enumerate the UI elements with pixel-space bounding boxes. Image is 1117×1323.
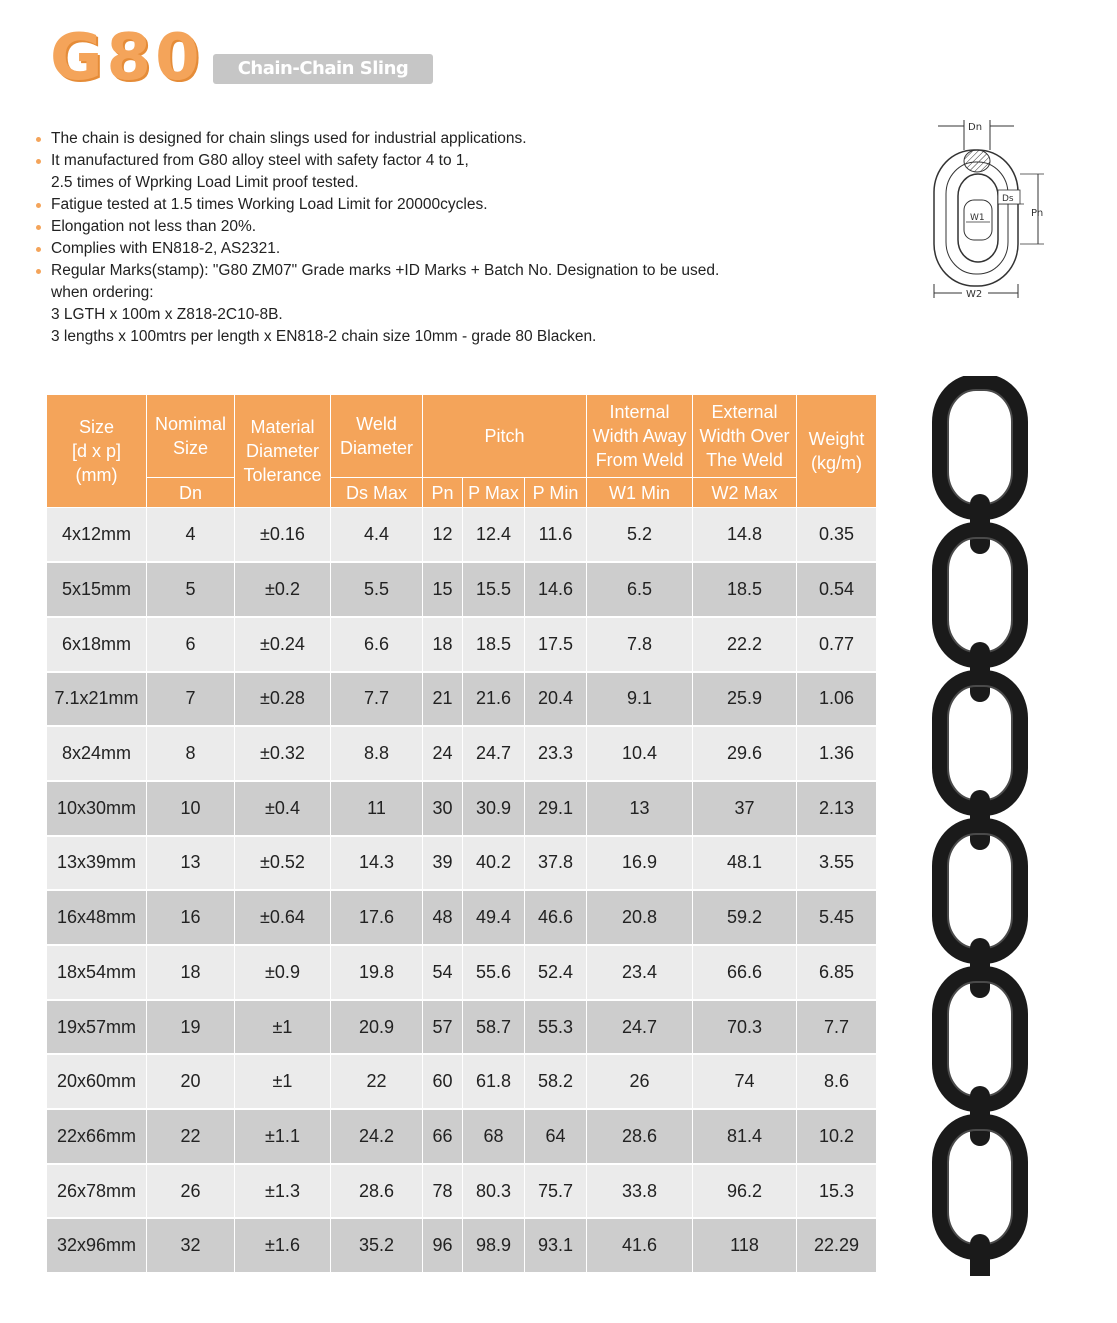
cell-p-max: 61.8 xyxy=(463,1054,525,1109)
cell-ds-max: 6.6 xyxy=(331,617,423,672)
cell-nominal-size: 26 xyxy=(147,1164,235,1219)
cell-pn: 78 xyxy=(423,1164,463,1219)
feature-item xyxy=(36,326,896,348)
cell-weight: 1.06 xyxy=(797,672,877,727)
cell-tolerance: ±1 xyxy=(235,1000,331,1055)
cell-ds-max: 14.3 xyxy=(331,836,423,891)
cell-nominal-size: 6 xyxy=(147,617,235,672)
subheader-ds-max: Ds Max xyxy=(331,478,423,508)
cell-w1-min: 24.7 xyxy=(587,1000,693,1055)
cell-p-min: 75.7 xyxy=(525,1164,587,1219)
cell-weight: 10.2 xyxy=(797,1109,877,1164)
cell-ds-max: 19.8 xyxy=(331,945,423,1000)
cell-ds-max: 17.6 xyxy=(331,890,423,945)
chain-link-highlight xyxy=(948,1130,1012,1244)
cell-w1-min: 26 xyxy=(587,1054,693,1109)
cell-p-max: 24.7 xyxy=(463,726,525,781)
cell-nominal-size: 7 xyxy=(147,672,235,727)
subheader-pn: Pn xyxy=(423,478,463,508)
cell-p-min: 11.6 xyxy=(525,508,587,563)
feature-text: when ordering: xyxy=(51,284,154,301)
table-row xyxy=(47,562,877,617)
cell-tolerance: ±1 xyxy=(235,1054,331,1109)
product-subtitle: Chain-Chain Sling xyxy=(213,54,433,84)
cell-w1-min: 10.4 xyxy=(587,726,693,781)
cell-ds-max: 20.9 xyxy=(331,1000,423,1055)
chain-link-highlight xyxy=(948,538,1012,652)
subheader-dn: Dn xyxy=(147,478,235,508)
cell-weight: 0.54 xyxy=(797,562,877,617)
table-row xyxy=(47,945,877,1000)
feature-text: The chain is designed for chain slings used for industrial applications. xyxy=(51,130,527,147)
chain-link-diagram xyxy=(928,116,1058,306)
cell-p-max: 49.4 xyxy=(463,890,525,945)
feature-item xyxy=(36,216,896,238)
chain-link-highlight xyxy=(948,390,1012,504)
cell-w2-max: 96.2 xyxy=(693,1164,797,1219)
subheader-w1-min: W1 Min xyxy=(587,478,693,508)
cell-weight: 5.45 xyxy=(797,890,877,945)
table-row xyxy=(47,726,877,781)
bullet-dot-icon xyxy=(36,137,41,142)
cell-w1-min: 20.8 xyxy=(587,890,693,945)
cell-nominal-size: 5 xyxy=(147,562,235,617)
cell-pn: 18 xyxy=(423,617,463,672)
cell-size: 13x39mm xyxy=(47,836,147,891)
cell-w2-max: 81.4 xyxy=(693,1109,797,1164)
spec-table xyxy=(46,394,877,1274)
feature-text: Elongation not less than 20%. xyxy=(51,218,257,235)
header-external: External Width Over The Weld xyxy=(693,395,797,478)
cell-w2-max: 37 xyxy=(693,781,797,836)
cell-size: 20x60mm xyxy=(47,1054,147,1109)
cell-ds-max: 24.2 xyxy=(331,1109,423,1164)
cell-weight: 0.35 xyxy=(797,508,877,563)
cell-p-max: 58.7 xyxy=(463,1000,525,1055)
header-internal: Internal Width Away From Weld xyxy=(587,395,693,478)
feature-text: 3 LGTH x 100m x Z818-2C10-8B. xyxy=(51,306,283,323)
cell-ds-max: 4.4 xyxy=(331,508,423,563)
feature-item xyxy=(36,238,896,260)
cell-p-min: 17.5 xyxy=(525,617,587,672)
header-weight: Weight (kg/m) xyxy=(797,395,877,508)
w2-label: W2 xyxy=(966,289,983,300)
header-weld: Weld Diameter xyxy=(331,395,423,478)
cell-w1-min: 33.8 xyxy=(587,1164,693,1219)
bullet-dot-icon xyxy=(36,225,41,230)
feature-text: Complies with EN818-2, AS2321. xyxy=(51,240,281,257)
cell-tolerance: ±0.24 xyxy=(235,617,331,672)
cell-p-max: 80.3 xyxy=(463,1164,525,1219)
subheader-p-min: P Min xyxy=(525,478,587,508)
cell-tolerance: ±1.1 xyxy=(235,1109,331,1164)
cell-size: 32x96mm xyxy=(47,1218,147,1273)
bullet-dot-icon xyxy=(36,203,41,208)
feature-text: 2.5 times of Wprking Load Limit proof tested. xyxy=(51,174,359,191)
cell-ds-max: 8.8 xyxy=(331,726,423,781)
cell-w1-min: 6.5 xyxy=(587,562,693,617)
cell-p-min: 37.8 xyxy=(525,836,587,891)
cell-pn: 96 xyxy=(423,1218,463,1273)
cell-weight: 2.13 xyxy=(797,781,877,836)
header-pitch: Pitch xyxy=(423,395,587,478)
cell-nominal-size: 16 xyxy=(147,890,235,945)
cell-pn: 60 xyxy=(423,1054,463,1109)
cell-pn: 39 xyxy=(423,836,463,891)
cell-p-min: 52.4 xyxy=(525,945,587,1000)
cell-p-max: 21.6 xyxy=(463,672,525,727)
cell-w1-min: 28.6 xyxy=(587,1109,693,1164)
cell-weight: 8.6 xyxy=(797,1054,877,1109)
feature-item xyxy=(36,128,896,150)
cell-p-min: 93.1 xyxy=(525,1218,587,1273)
table-row xyxy=(47,1000,877,1055)
cell-size: 22x66mm xyxy=(47,1109,147,1164)
feature-text: 3 lengths x 100mtrs per length x EN818-2 chain size 10mm - grade 80 Blacken. xyxy=(51,328,597,345)
subheader-w2-max: W2 Max xyxy=(693,478,797,508)
cell-w2-max: 22.2 xyxy=(693,617,797,672)
cell-w2-max: 14.8 xyxy=(693,508,797,563)
table-row xyxy=(47,1164,877,1219)
cell-ds-max: 35.2 xyxy=(331,1218,423,1273)
cell-tolerance: ±0.28 xyxy=(235,672,331,727)
table-row xyxy=(47,617,877,672)
cell-w1-min: 13 xyxy=(587,781,693,836)
cell-w1-min: 5.2 xyxy=(587,508,693,563)
cell-weight: 15.3 xyxy=(797,1164,877,1219)
header-size: Size [d x p] (mm) xyxy=(47,395,147,508)
cell-w1-min: 16.9 xyxy=(587,836,693,891)
feature-item xyxy=(36,304,896,326)
cell-nominal-size: 18 xyxy=(147,945,235,1000)
cell-size: 10x30mm xyxy=(47,781,147,836)
cell-w2-max: 25.9 xyxy=(693,672,797,727)
chain-link-highlight xyxy=(948,982,1012,1096)
feature-item xyxy=(36,282,896,304)
cell-size: 5x15mm xyxy=(47,562,147,617)
cell-w2-max: 66.6 xyxy=(693,945,797,1000)
bullet-dot-icon xyxy=(36,159,41,164)
cell-w2-max: 18.5 xyxy=(693,562,797,617)
cell-p-min: 20.4 xyxy=(525,672,587,727)
spec-table-body xyxy=(47,508,877,1274)
cell-ds-max: 5.5 xyxy=(331,562,423,617)
cell-size: 18x54mm xyxy=(47,945,147,1000)
w1-label: W1 xyxy=(970,213,985,223)
feature-text: Regular Marks(stamp): "G80 ZM07" Grade marks +ID Marks + Batch No. Designation to be used. xyxy=(51,262,720,279)
cell-w2-max: 59.2 xyxy=(693,890,797,945)
chain-photo xyxy=(930,376,1030,1276)
cell-p-min: 14.6 xyxy=(525,562,587,617)
cell-pn: 54 xyxy=(423,945,463,1000)
cell-tolerance: ±0.2 xyxy=(235,562,331,617)
cell-size: 16x48mm xyxy=(47,890,147,945)
feature-list xyxy=(36,128,896,348)
cell-weight: 6.85 xyxy=(797,945,877,1000)
cell-tolerance: ±1.6 xyxy=(235,1218,331,1273)
cell-nominal-size: 4 xyxy=(147,508,235,563)
brand-header xyxy=(50,21,409,95)
cell-weight: 1.36 xyxy=(797,726,877,781)
cell-ds-max: 11 xyxy=(331,781,423,836)
feature-item xyxy=(36,150,896,172)
feature-item xyxy=(36,260,896,282)
cell-p-min: 46.6 xyxy=(525,890,587,945)
cell-p-max: 68 xyxy=(463,1109,525,1164)
table-row xyxy=(47,781,877,836)
cell-tolerance: ±0.4 xyxy=(235,781,331,836)
table-row xyxy=(47,1218,877,1273)
cell-pn: 21 xyxy=(423,672,463,727)
chain-link-highlight xyxy=(948,834,1012,948)
table-row xyxy=(47,1054,877,1109)
cross-section-hatch xyxy=(964,150,990,172)
chain-link-side xyxy=(970,1234,990,1276)
ds-label: Ds xyxy=(1002,194,1014,204)
cell-ds-max: 7.7 xyxy=(331,672,423,727)
cell-tolerance: ±0.9 xyxy=(235,945,331,1000)
feature-text: It manufactured from G80 alloy steel with safety factor 4 to 1, xyxy=(51,152,469,169)
cell-w1-min: 7.8 xyxy=(587,617,693,672)
cell-pn: 15 xyxy=(423,562,463,617)
cell-nominal-size: 32 xyxy=(147,1218,235,1273)
cell-pn: 24 xyxy=(423,726,463,781)
bullet-dot-icon xyxy=(36,269,41,274)
cell-size: 6x18mm xyxy=(47,617,147,672)
header-material: Material Diameter Tolerance xyxy=(235,395,331,508)
cell-w2-max: 118 xyxy=(693,1218,797,1273)
cell-size: 7.1x21mm xyxy=(47,672,147,727)
cell-size: 19x57mm xyxy=(47,1000,147,1055)
cell-ds-max: 28.6 xyxy=(331,1164,423,1219)
cell-tolerance: ±0.64 xyxy=(235,890,331,945)
cell-w1-min: 23.4 xyxy=(587,945,693,1000)
cell-p-max: 55.6 xyxy=(463,945,525,1000)
cell-nominal-size: 22 xyxy=(147,1109,235,1164)
cell-tolerance: ±0.32 xyxy=(235,726,331,781)
cell-nominal-size: 19 xyxy=(147,1000,235,1055)
pn-label: Pn xyxy=(1031,208,1044,219)
table-row xyxy=(47,672,877,727)
cell-nominal-size: 8 xyxy=(147,726,235,781)
cell-nominal-size: 10 xyxy=(147,781,235,836)
cell-pn: 12 xyxy=(423,508,463,563)
cell-p-min: 58.2 xyxy=(525,1054,587,1109)
cell-p-min: 29.1 xyxy=(525,781,587,836)
dn-label: Dn xyxy=(968,122,983,133)
cell-weight: 0.77 xyxy=(797,617,877,672)
cell-w1-min: 41.6 xyxy=(587,1218,693,1273)
bullet-dot-icon xyxy=(36,247,41,252)
cell-p-min: 23.3 xyxy=(525,726,587,781)
cell-weight: 7.7 xyxy=(797,1000,877,1055)
chain-link-highlight xyxy=(948,686,1012,800)
header-nominal: Nomimal Size xyxy=(147,395,235,478)
cell-pn: 48 xyxy=(423,890,463,945)
cell-p-max: 40.2 xyxy=(463,836,525,891)
cell-p-max: 18.5 xyxy=(463,617,525,672)
cell-nominal-size: 20 xyxy=(147,1054,235,1109)
table-row xyxy=(47,890,877,945)
cell-w2-max: 29.6 xyxy=(693,726,797,781)
cell-p-min: 64 xyxy=(525,1109,587,1164)
cell-pn: 57 xyxy=(423,1000,463,1055)
cell-tolerance: ±0.16 xyxy=(235,508,331,563)
g80-logo: G80 xyxy=(50,21,204,95)
feature-text: Fatigue tested at 1.5 times Working Load Limit for 20000cycles. xyxy=(51,196,488,213)
cell-weight: 22.29 xyxy=(797,1218,877,1273)
cell-weight: 3.55 xyxy=(797,836,877,891)
cell-ds-max: 22 xyxy=(331,1054,423,1109)
feature-item xyxy=(36,194,896,216)
cell-size: 4x12mm xyxy=(47,508,147,563)
cell-p-max: 12.4 xyxy=(463,508,525,563)
cell-w2-max: 74 xyxy=(693,1054,797,1109)
cell-pn: 30 xyxy=(423,781,463,836)
table-row xyxy=(47,508,877,563)
cell-w1-min: 9.1 xyxy=(587,672,693,727)
cell-tolerance: ±0.52 xyxy=(235,836,331,891)
cell-tolerance: ±1.3 xyxy=(235,1164,331,1219)
cell-w2-max: 70.3 xyxy=(693,1000,797,1055)
table-row xyxy=(47,1109,877,1164)
cell-size: 8x24mm xyxy=(47,726,147,781)
chain-link-front xyxy=(940,382,1020,512)
cell-p-max: 15.5 xyxy=(463,562,525,617)
subheader-p-max: P Max xyxy=(463,478,525,508)
cell-nominal-size: 13 xyxy=(147,836,235,891)
feature-item xyxy=(36,172,896,194)
cell-w2-max: 48.1 xyxy=(693,836,797,891)
cell-p-min: 55.3 xyxy=(525,1000,587,1055)
cell-pn: 66 xyxy=(423,1109,463,1164)
table-row xyxy=(47,836,877,891)
cell-p-max: 30.9 xyxy=(463,781,525,836)
cell-p-max: 98.9 xyxy=(463,1218,525,1273)
cell-size: 26x78mm xyxy=(47,1164,147,1219)
